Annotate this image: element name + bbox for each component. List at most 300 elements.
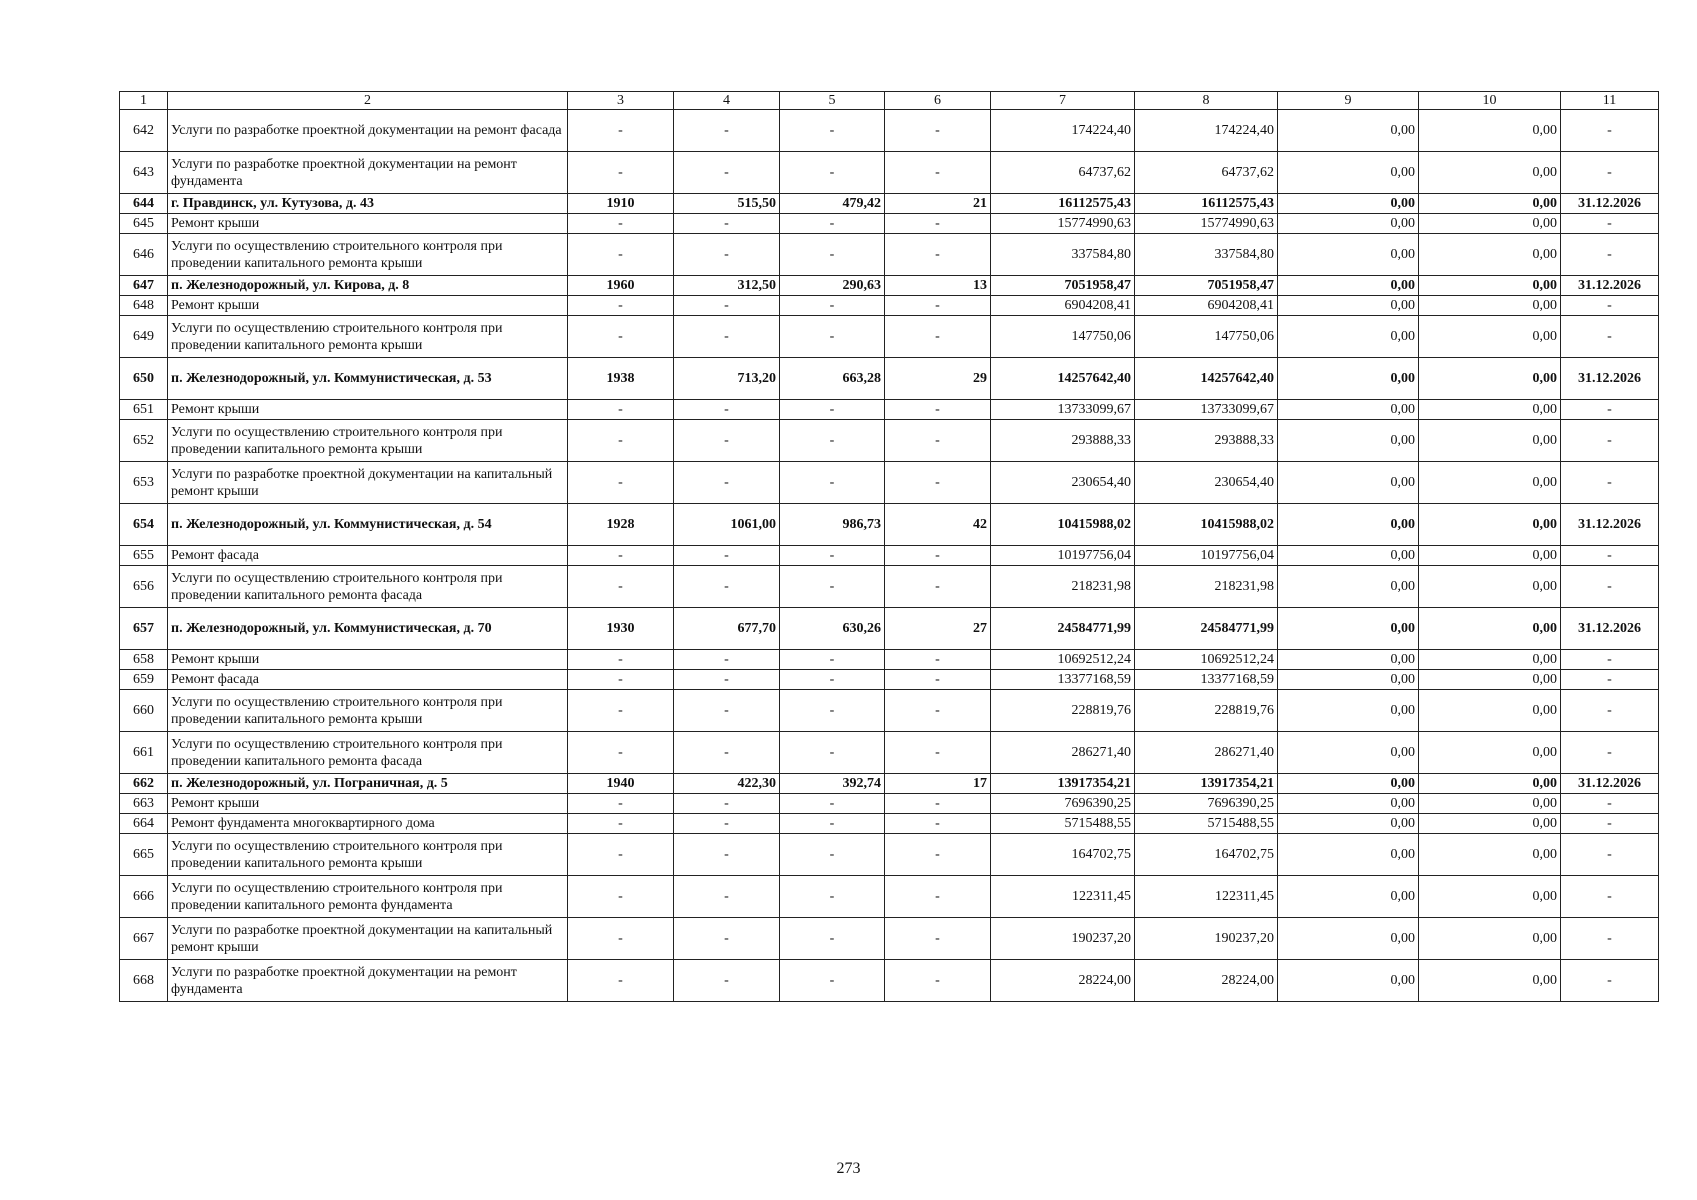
cell-col-5: - xyxy=(780,834,885,876)
cell-col-11: - xyxy=(1561,918,1659,960)
row-number: 650 xyxy=(120,358,168,400)
cell-col-3: - xyxy=(568,316,674,358)
cell-col-3: - xyxy=(568,918,674,960)
cell-col-6: - xyxy=(885,876,991,918)
cell-col-4: - xyxy=(674,690,780,732)
row-number: 659 xyxy=(120,670,168,690)
column-header: 5 xyxy=(780,92,885,110)
cell-col-6: - xyxy=(885,918,991,960)
cell-col-8: 293888,33 xyxy=(1135,420,1278,462)
cell-col-11: - xyxy=(1561,296,1659,316)
cell-col-8: 24584771,99 xyxy=(1135,608,1278,650)
cell-col-9: 0,00 xyxy=(1278,296,1419,316)
row-name: Услуги по разработке проектной документации на ремонт фасада xyxy=(168,110,568,152)
cell-col-6: - xyxy=(885,152,991,194)
cell-col-7: 24584771,99 xyxy=(991,608,1135,650)
cell-col-3: - xyxy=(568,400,674,420)
cell-col-7: 10415988,02 xyxy=(991,504,1135,546)
row-name: Услуги по осуществлению строительного контроля при проведении капитального ремонта фасада xyxy=(168,732,568,774)
cell-col-5: - xyxy=(780,296,885,316)
cell-col-9: 0,00 xyxy=(1278,276,1419,296)
cell-col-9: 0,00 xyxy=(1278,650,1419,670)
cell-col-11: - xyxy=(1561,546,1659,566)
cell-col-11: 31.12.2026 xyxy=(1561,276,1659,296)
cell-col-6: - xyxy=(885,462,991,504)
cell-col-9: 0,00 xyxy=(1278,732,1419,774)
cell-col-5: - xyxy=(780,670,885,690)
cell-col-11: - xyxy=(1561,152,1659,194)
cell-col-5: - xyxy=(780,316,885,358)
cell-col-9: 0,00 xyxy=(1278,814,1419,834)
cell-col-5: - xyxy=(780,400,885,420)
table-row xyxy=(120,566,1659,608)
cell-col-6: - xyxy=(885,732,991,774)
cell-col-9: 0,00 xyxy=(1278,358,1419,400)
cell-col-6: - xyxy=(885,834,991,876)
table-row xyxy=(120,316,1659,358)
address-row xyxy=(120,194,1659,214)
row-number: 658 xyxy=(120,650,168,670)
cell-col-8: 28224,00 xyxy=(1135,960,1278,1002)
table-row xyxy=(120,462,1659,504)
row-name: Услуги по осуществлению строительного контроля при проведении капитального ремонта крыши xyxy=(168,834,568,876)
cell-col-11: 31.12.2026 xyxy=(1561,504,1659,546)
cell-col-8: 13733099,67 xyxy=(1135,400,1278,420)
cell-col-8: 190237,20 xyxy=(1135,918,1278,960)
row-name: Услуги по осуществлению строительного контроля при проведении капитального ремонта крыши xyxy=(168,316,568,358)
cell-col-4: 312,50 xyxy=(674,276,780,296)
document-sheet xyxy=(119,91,1658,1002)
row-number: 667 xyxy=(120,918,168,960)
cell-col-3: - xyxy=(568,566,674,608)
cell-col-3: 1938 xyxy=(568,358,674,400)
cell-col-4: 713,20 xyxy=(674,358,780,400)
cell-col-7: 122311,45 xyxy=(991,876,1135,918)
cell-col-11: - xyxy=(1561,234,1659,276)
cell-col-9: 0,00 xyxy=(1278,400,1419,420)
column-header: 7 xyxy=(991,92,1135,110)
cell-col-8: 286271,40 xyxy=(1135,732,1278,774)
row-number: 664 xyxy=(120,814,168,834)
cell-col-8: 15774990,63 xyxy=(1135,214,1278,234)
row-number: 653 xyxy=(120,462,168,504)
row-number: 643 xyxy=(120,152,168,194)
cell-col-10: 0,00 xyxy=(1419,732,1561,774)
cell-col-3: - xyxy=(568,214,674,234)
cell-col-5: - xyxy=(780,234,885,276)
cell-col-5: - xyxy=(780,794,885,814)
cell-col-8: 122311,45 xyxy=(1135,876,1278,918)
cell-col-3: - xyxy=(568,110,674,152)
row-name: Ремонт крыши xyxy=(168,794,568,814)
cell-col-10: 0,00 xyxy=(1419,774,1561,794)
cell-col-4: - xyxy=(674,234,780,276)
row-name: Ремонт крыши xyxy=(168,296,568,316)
row-number: 662 xyxy=(120,774,168,794)
cell-col-10: 0,00 xyxy=(1419,194,1561,214)
cell-col-7: 218231,98 xyxy=(991,566,1135,608)
row-number: 661 xyxy=(120,732,168,774)
cell-col-8: 5715488,55 xyxy=(1135,814,1278,834)
cell-col-9: 0,00 xyxy=(1278,420,1419,462)
cell-col-10: 0,00 xyxy=(1419,690,1561,732)
cell-col-7: 174224,40 xyxy=(991,110,1135,152)
row-name: Ремонт фундамента многоквартирного дома xyxy=(168,814,568,834)
cell-col-10: 0,00 xyxy=(1419,296,1561,316)
cell-col-6: - xyxy=(885,234,991,276)
cell-col-7: 10692512,24 xyxy=(991,650,1135,670)
cell-col-10: 0,00 xyxy=(1419,110,1561,152)
row-name: Ремонт фасада xyxy=(168,546,568,566)
cell-col-5: - xyxy=(780,876,885,918)
cell-col-10: 0,00 xyxy=(1419,234,1561,276)
cell-col-5: - xyxy=(780,546,885,566)
table-row xyxy=(120,650,1659,670)
cell-col-8: 16112575,43 xyxy=(1135,194,1278,214)
cell-col-10: 0,00 xyxy=(1419,814,1561,834)
table-row xyxy=(120,814,1659,834)
cell-col-8: 7051958,47 xyxy=(1135,276,1278,296)
cell-col-6: - xyxy=(885,566,991,608)
cell-col-5: - xyxy=(780,918,885,960)
cell-col-4: - xyxy=(674,876,780,918)
row-number: 656 xyxy=(120,566,168,608)
cell-col-4: - xyxy=(674,650,780,670)
cell-col-7: 64737,62 xyxy=(991,152,1135,194)
cell-col-5: - xyxy=(780,960,885,1002)
cell-col-11: - xyxy=(1561,876,1659,918)
cell-col-5: - xyxy=(780,650,885,670)
table-row xyxy=(120,152,1659,194)
row-name: п. Железнодорожный, ул. Пограничная, д. 5 xyxy=(168,774,568,794)
cell-col-6: 21 xyxy=(885,194,991,214)
table-row xyxy=(120,960,1659,1002)
cell-col-4: 422,30 xyxy=(674,774,780,794)
row-number: 657 xyxy=(120,608,168,650)
cell-col-7: 286271,40 xyxy=(991,732,1135,774)
cell-col-8: 230654,40 xyxy=(1135,462,1278,504)
cell-col-6: - xyxy=(885,670,991,690)
cell-col-3: - xyxy=(568,690,674,732)
row-name: Услуги по осуществлению строительного контроля при проведении капитального ремонта крыши xyxy=(168,690,568,732)
row-number: 665 xyxy=(120,834,168,876)
cell-col-3: - xyxy=(568,732,674,774)
cell-col-7: 147750,06 xyxy=(991,316,1135,358)
cell-col-11: - xyxy=(1561,400,1659,420)
row-number: 647 xyxy=(120,276,168,296)
row-number: 642 xyxy=(120,110,168,152)
cell-col-11: - xyxy=(1561,834,1659,876)
row-number: 668 xyxy=(120,960,168,1002)
cell-col-9: 0,00 xyxy=(1278,876,1419,918)
cell-col-10: 0,00 xyxy=(1419,462,1561,504)
cell-col-9: 0,00 xyxy=(1278,960,1419,1002)
table-row xyxy=(120,876,1659,918)
cell-col-6: - xyxy=(885,400,991,420)
cell-col-8: 164702,75 xyxy=(1135,834,1278,876)
cell-col-7: 5715488,55 xyxy=(991,814,1135,834)
column-header: 11 xyxy=(1561,92,1659,110)
cell-col-6: - xyxy=(885,420,991,462)
cell-col-9: 0,00 xyxy=(1278,214,1419,234)
cell-col-10: 0,00 xyxy=(1419,566,1561,608)
cell-col-4: - xyxy=(674,400,780,420)
cell-col-4: - xyxy=(674,670,780,690)
cell-col-11: - xyxy=(1561,960,1659,1002)
row-number: 649 xyxy=(120,316,168,358)
cell-col-7: 13377168,59 xyxy=(991,670,1135,690)
cell-col-9: 0,00 xyxy=(1278,690,1419,732)
cell-col-7: 7696390,25 xyxy=(991,794,1135,814)
cell-col-11: 31.12.2026 xyxy=(1561,774,1659,794)
row-number: 651 xyxy=(120,400,168,420)
cell-col-5: - xyxy=(780,152,885,194)
cell-col-8: 13377168,59 xyxy=(1135,670,1278,690)
table-row xyxy=(120,296,1659,316)
cell-col-8: 14257642,40 xyxy=(1135,358,1278,400)
cell-col-10: 0,00 xyxy=(1419,546,1561,566)
row-name: Услуги по разработке проектной документации на ремонт фундамента xyxy=(168,960,568,1002)
cell-col-10: 0,00 xyxy=(1419,876,1561,918)
cell-col-7: 16112575,43 xyxy=(991,194,1135,214)
cell-col-9: 0,00 xyxy=(1278,462,1419,504)
cell-col-5: 290,63 xyxy=(780,276,885,296)
cell-col-3: 1930 xyxy=(568,608,674,650)
row-number: 648 xyxy=(120,296,168,316)
table-row xyxy=(120,794,1659,814)
row-name: Ремонт фасада xyxy=(168,670,568,690)
cell-col-10: 0,00 xyxy=(1419,670,1561,690)
cell-col-8: 174224,40 xyxy=(1135,110,1278,152)
cell-col-11: - xyxy=(1561,732,1659,774)
cell-col-3: - xyxy=(568,834,674,876)
table-row xyxy=(120,690,1659,732)
cell-col-5: - xyxy=(780,690,885,732)
cell-col-5: - xyxy=(780,110,885,152)
cell-col-4: - xyxy=(674,420,780,462)
cell-col-4: 677,70 xyxy=(674,608,780,650)
cell-col-3: 1928 xyxy=(568,504,674,546)
cell-col-7: 14257642,40 xyxy=(991,358,1135,400)
column-number-row xyxy=(120,92,1659,110)
cell-col-3: - xyxy=(568,546,674,566)
table-row xyxy=(120,420,1659,462)
cell-col-11: - xyxy=(1561,316,1659,358)
cell-col-3: - xyxy=(568,234,674,276)
row-number: 654 xyxy=(120,504,168,546)
cell-col-3: - xyxy=(568,960,674,1002)
row-name: Услуги по разработке проектной документации на ремонт фундамента xyxy=(168,152,568,194)
column-header: 1 xyxy=(120,92,168,110)
cell-col-6: - xyxy=(885,690,991,732)
cell-col-9: 0,00 xyxy=(1278,918,1419,960)
cell-col-11: - xyxy=(1561,794,1659,814)
cell-col-3: - xyxy=(568,296,674,316)
column-header: 8 xyxy=(1135,92,1278,110)
cell-col-8: 7696390,25 xyxy=(1135,794,1278,814)
cell-col-11: 31.12.2026 xyxy=(1561,608,1659,650)
cell-col-5: - xyxy=(780,420,885,462)
cell-col-6: - xyxy=(885,546,991,566)
row-name: п. Железнодорожный, ул. Коммунистическая, д. 54 xyxy=(168,504,568,546)
cell-col-3: - xyxy=(568,152,674,194)
cell-col-9: 0,00 xyxy=(1278,234,1419,276)
cell-col-10: 0,00 xyxy=(1419,960,1561,1002)
cell-col-4: - xyxy=(674,566,780,608)
table-row xyxy=(120,234,1659,276)
cell-col-10: 0,00 xyxy=(1419,918,1561,960)
cell-col-8: 10415988,02 xyxy=(1135,504,1278,546)
cell-col-7: 190237,20 xyxy=(991,918,1135,960)
row-name: Ремонт крыши xyxy=(168,214,568,234)
cell-col-3: - xyxy=(568,876,674,918)
row-number: 652 xyxy=(120,420,168,462)
cell-col-3: 1940 xyxy=(568,774,674,794)
row-name: Услуги по осуществлению строительного контроля при проведении капитального ремонта фасада xyxy=(168,566,568,608)
cell-col-5: 479,42 xyxy=(780,194,885,214)
cell-col-10: 0,00 xyxy=(1419,504,1561,546)
cell-col-8: 337584,80 xyxy=(1135,234,1278,276)
cell-col-5: 663,28 xyxy=(780,358,885,400)
row-number: 663 xyxy=(120,794,168,814)
cell-col-10: 0,00 xyxy=(1419,316,1561,358)
cell-col-10: 0,00 xyxy=(1419,214,1561,234)
cell-col-10: 0,00 xyxy=(1419,358,1561,400)
cell-col-6: - xyxy=(885,960,991,1002)
row-name: Услуги по разработке проектной документации на капитальный ремонт крыши xyxy=(168,462,568,504)
row-number: 655 xyxy=(120,546,168,566)
cell-col-9: 0,00 xyxy=(1278,566,1419,608)
column-header: 2 xyxy=(168,92,568,110)
cell-col-4: - xyxy=(674,794,780,814)
cell-col-5: - xyxy=(780,732,885,774)
cell-col-4: - xyxy=(674,214,780,234)
cell-col-5: - xyxy=(780,462,885,504)
cell-col-7: 6904208,41 xyxy=(991,296,1135,316)
column-header: 4 xyxy=(674,92,780,110)
cell-col-6: - xyxy=(885,814,991,834)
cell-col-10: 0,00 xyxy=(1419,276,1561,296)
cell-col-11: - xyxy=(1561,690,1659,732)
cell-col-7: 7051958,47 xyxy=(991,276,1135,296)
cell-col-7: 13917354,21 xyxy=(991,774,1135,794)
cell-col-11: - xyxy=(1561,670,1659,690)
cell-col-4: - xyxy=(674,316,780,358)
address-row xyxy=(120,276,1659,296)
table-row xyxy=(120,214,1659,234)
cell-col-7: 164702,75 xyxy=(991,834,1135,876)
cell-col-8: 10692512,24 xyxy=(1135,650,1278,670)
row-number: 646 xyxy=(120,234,168,276)
cell-col-8: 6904208,41 xyxy=(1135,296,1278,316)
table-row xyxy=(120,918,1659,960)
row-name: Ремонт крыши xyxy=(168,650,568,670)
cell-col-9: 0,00 xyxy=(1278,794,1419,814)
row-name: Ремонт крыши xyxy=(168,400,568,420)
cell-col-10: 0,00 xyxy=(1419,400,1561,420)
cell-col-9: 0,00 xyxy=(1278,316,1419,358)
cell-col-7: 10197756,04 xyxy=(991,546,1135,566)
cell-col-6: 17 xyxy=(885,774,991,794)
table-row xyxy=(120,834,1659,876)
cell-col-11: - xyxy=(1561,214,1659,234)
cell-col-4: 1061,00 xyxy=(674,504,780,546)
row-name: Услуги по осуществлению строительного контроля при проведении капитального ремонта крыши xyxy=(168,420,568,462)
row-name: г. Правдинск, ул. Кутузова, д. 43 xyxy=(168,194,568,214)
cell-col-9: 0,00 xyxy=(1278,504,1419,546)
cell-col-9: 0,00 xyxy=(1278,546,1419,566)
cell-col-4: - xyxy=(674,152,780,194)
cell-col-11: - xyxy=(1561,814,1659,834)
cell-col-11: - xyxy=(1561,650,1659,670)
address-row xyxy=(120,608,1659,650)
row-name: Услуги по разработке проектной документации на капитальный ремонт крыши xyxy=(168,918,568,960)
cell-col-6: 27 xyxy=(885,608,991,650)
cell-col-10: 0,00 xyxy=(1419,152,1561,194)
address-row xyxy=(120,358,1659,400)
cell-col-7: 230654,40 xyxy=(991,462,1135,504)
page-number: 273 xyxy=(836,1160,861,1177)
cell-col-5: 986,73 xyxy=(780,504,885,546)
cell-col-6: 29 xyxy=(885,358,991,400)
row-number: 644 xyxy=(120,194,168,214)
cell-col-9: 0,00 xyxy=(1278,152,1419,194)
cell-col-11: 31.12.2026 xyxy=(1561,194,1659,214)
cell-col-6: - xyxy=(885,214,991,234)
cell-col-6: - xyxy=(885,296,991,316)
cell-col-4: - xyxy=(674,110,780,152)
cell-col-10: 0,00 xyxy=(1419,420,1561,462)
cell-col-8: 147750,06 xyxy=(1135,316,1278,358)
cell-col-9: 0,00 xyxy=(1278,110,1419,152)
cell-col-5: 392,74 xyxy=(780,774,885,794)
cell-col-9: 0,00 xyxy=(1278,774,1419,794)
cell-col-8: 218231,98 xyxy=(1135,566,1278,608)
cell-col-4: - xyxy=(674,462,780,504)
cell-col-7: 228819,76 xyxy=(991,690,1135,732)
cell-col-4: - xyxy=(674,296,780,316)
cell-col-6: - xyxy=(885,316,991,358)
table-row xyxy=(120,546,1659,566)
cell-col-8: 10197756,04 xyxy=(1135,546,1278,566)
row-name: Услуги по осуществлению строительного контроля при проведении капитального ремонта фундамента xyxy=(168,876,568,918)
cell-col-6: - xyxy=(885,110,991,152)
cell-col-8: 228819,76 xyxy=(1135,690,1278,732)
row-number: 666 xyxy=(120,876,168,918)
cell-col-4: 515,50 xyxy=(674,194,780,214)
column-header: 6 xyxy=(885,92,991,110)
cell-col-5: - xyxy=(780,214,885,234)
cell-col-8: 13917354,21 xyxy=(1135,774,1278,794)
cell-col-9: 0,00 xyxy=(1278,194,1419,214)
cell-col-4: - xyxy=(674,918,780,960)
row-name: п. Железнодорожный, ул. Коммунистическая, д. 70 xyxy=(168,608,568,650)
cell-col-6: 13 xyxy=(885,276,991,296)
cell-col-11: - xyxy=(1561,566,1659,608)
cell-col-7: 337584,80 xyxy=(991,234,1135,276)
cell-col-9: 0,00 xyxy=(1278,670,1419,690)
row-number: 660 xyxy=(120,690,168,732)
cell-col-9: 0,00 xyxy=(1278,608,1419,650)
cell-col-3: - xyxy=(568,814,674,834)
cell-col-11: - xyxy=(1561,110,1659,152)
cell-col-4: - xyxy=(674,732,780,774)
address-row xyxy=(120,504,1659,546)
cell-col-3: - xyxy=(568,794,674,814)
cell-col-3: - xyxy=(568,670,674,690)
column-header: 10 xyxy=(1419,92,1561,110)
cell-col-3: 1910 xyxy=(568,194,674,214)
